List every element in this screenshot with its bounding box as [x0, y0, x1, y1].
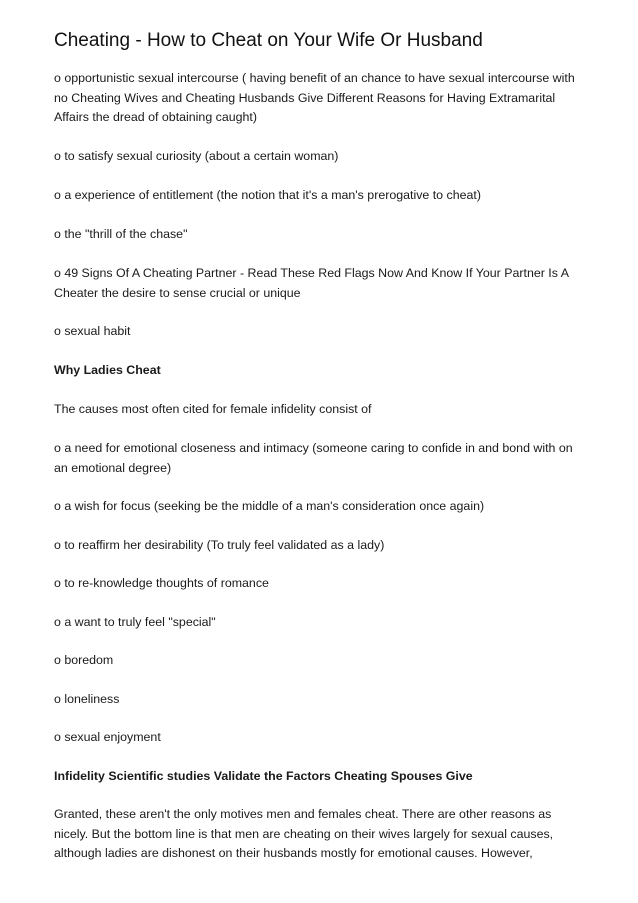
- paragraph-closeness: o a need for emotional closeness and intimacy (someone caring to confide in and bond with on an emotional degree): [54, 441, 573, 475]
- paragraph-boredom: o boredom: [54, 653, 114, 667]
- paragraph-entitlement: o a experience of entitlement (the notion that it's a man's prerogative to cheat): [54, 188, 481, 202]
- paragraph-habit: o sexual habit: [54, 324, 131, 338]
- paragraph-enjoyment: o sexual enjoyment: [54, 730, 161, 744]
- paragraph-loneliness: o loneliness: [54, 692, 120, 706]
- paragraph-special: o a want to truly feel "special": [54, 615, 216, 629]
- paragraph-focus: o a wish for focus (seeking be the middle of a man's consideration once again): [54, 499, 485, 513]
- paragraph-desirability: o to reaffirm her desirability (To truly feel validated as a lady): [54, 538, 385, 552]
- document-title: Cheating - How to Cheat on Your Wife Or Husband: [54, 30, 483, 51]
- paragraph-romance: o to re-knowledge thoughts of romance: [54, 576, 269, 590]
- paragraph-causes: The causes most often cited for female infidelity consist of: [54, 402, 372, 416]
- paragraph-curiosity: o to satisfy sexual curiosity (about a certain woman): [54, 149, 339, 163]
- paragraph-opportunistic: o opportunistic sexual intercourse ( having benefit of an chance to have sexual intercourse with no Cheating Wives and Cheating Husbands Give Different Reasons for Having Extramarital Affairs the dread of obtaining caught): [54, 71, 575, 124]
- paragraph-granted: Granted, these aren't the only motives men and females cheat. There are other reasons as nicely. But the bottom line is that men are cheating on their wives largely for sexual causes, although ladies are dishonest on their husbands mostly for emotional causes. However,: [54, 807, 554, 860]
- paragraph-signs: o 49 Signs Of A Cheating Partner - Read These Red Flags Now And Know If Your Partner Is A Cheater the desire to sense crucial or unique: [54, 266, 569, 300]
- heading-why-ladies-cheat: Why Ladies Cheat: [54, 363, 161, 377]
- heading-infidelity-studies: Infidelity Scientific studies Validate the Factors Cheating Spouses Give: [54, 769, 473, 783]
- paragraph-thrill: o the "thrill of the chase": [54, 227, 188, 241]
